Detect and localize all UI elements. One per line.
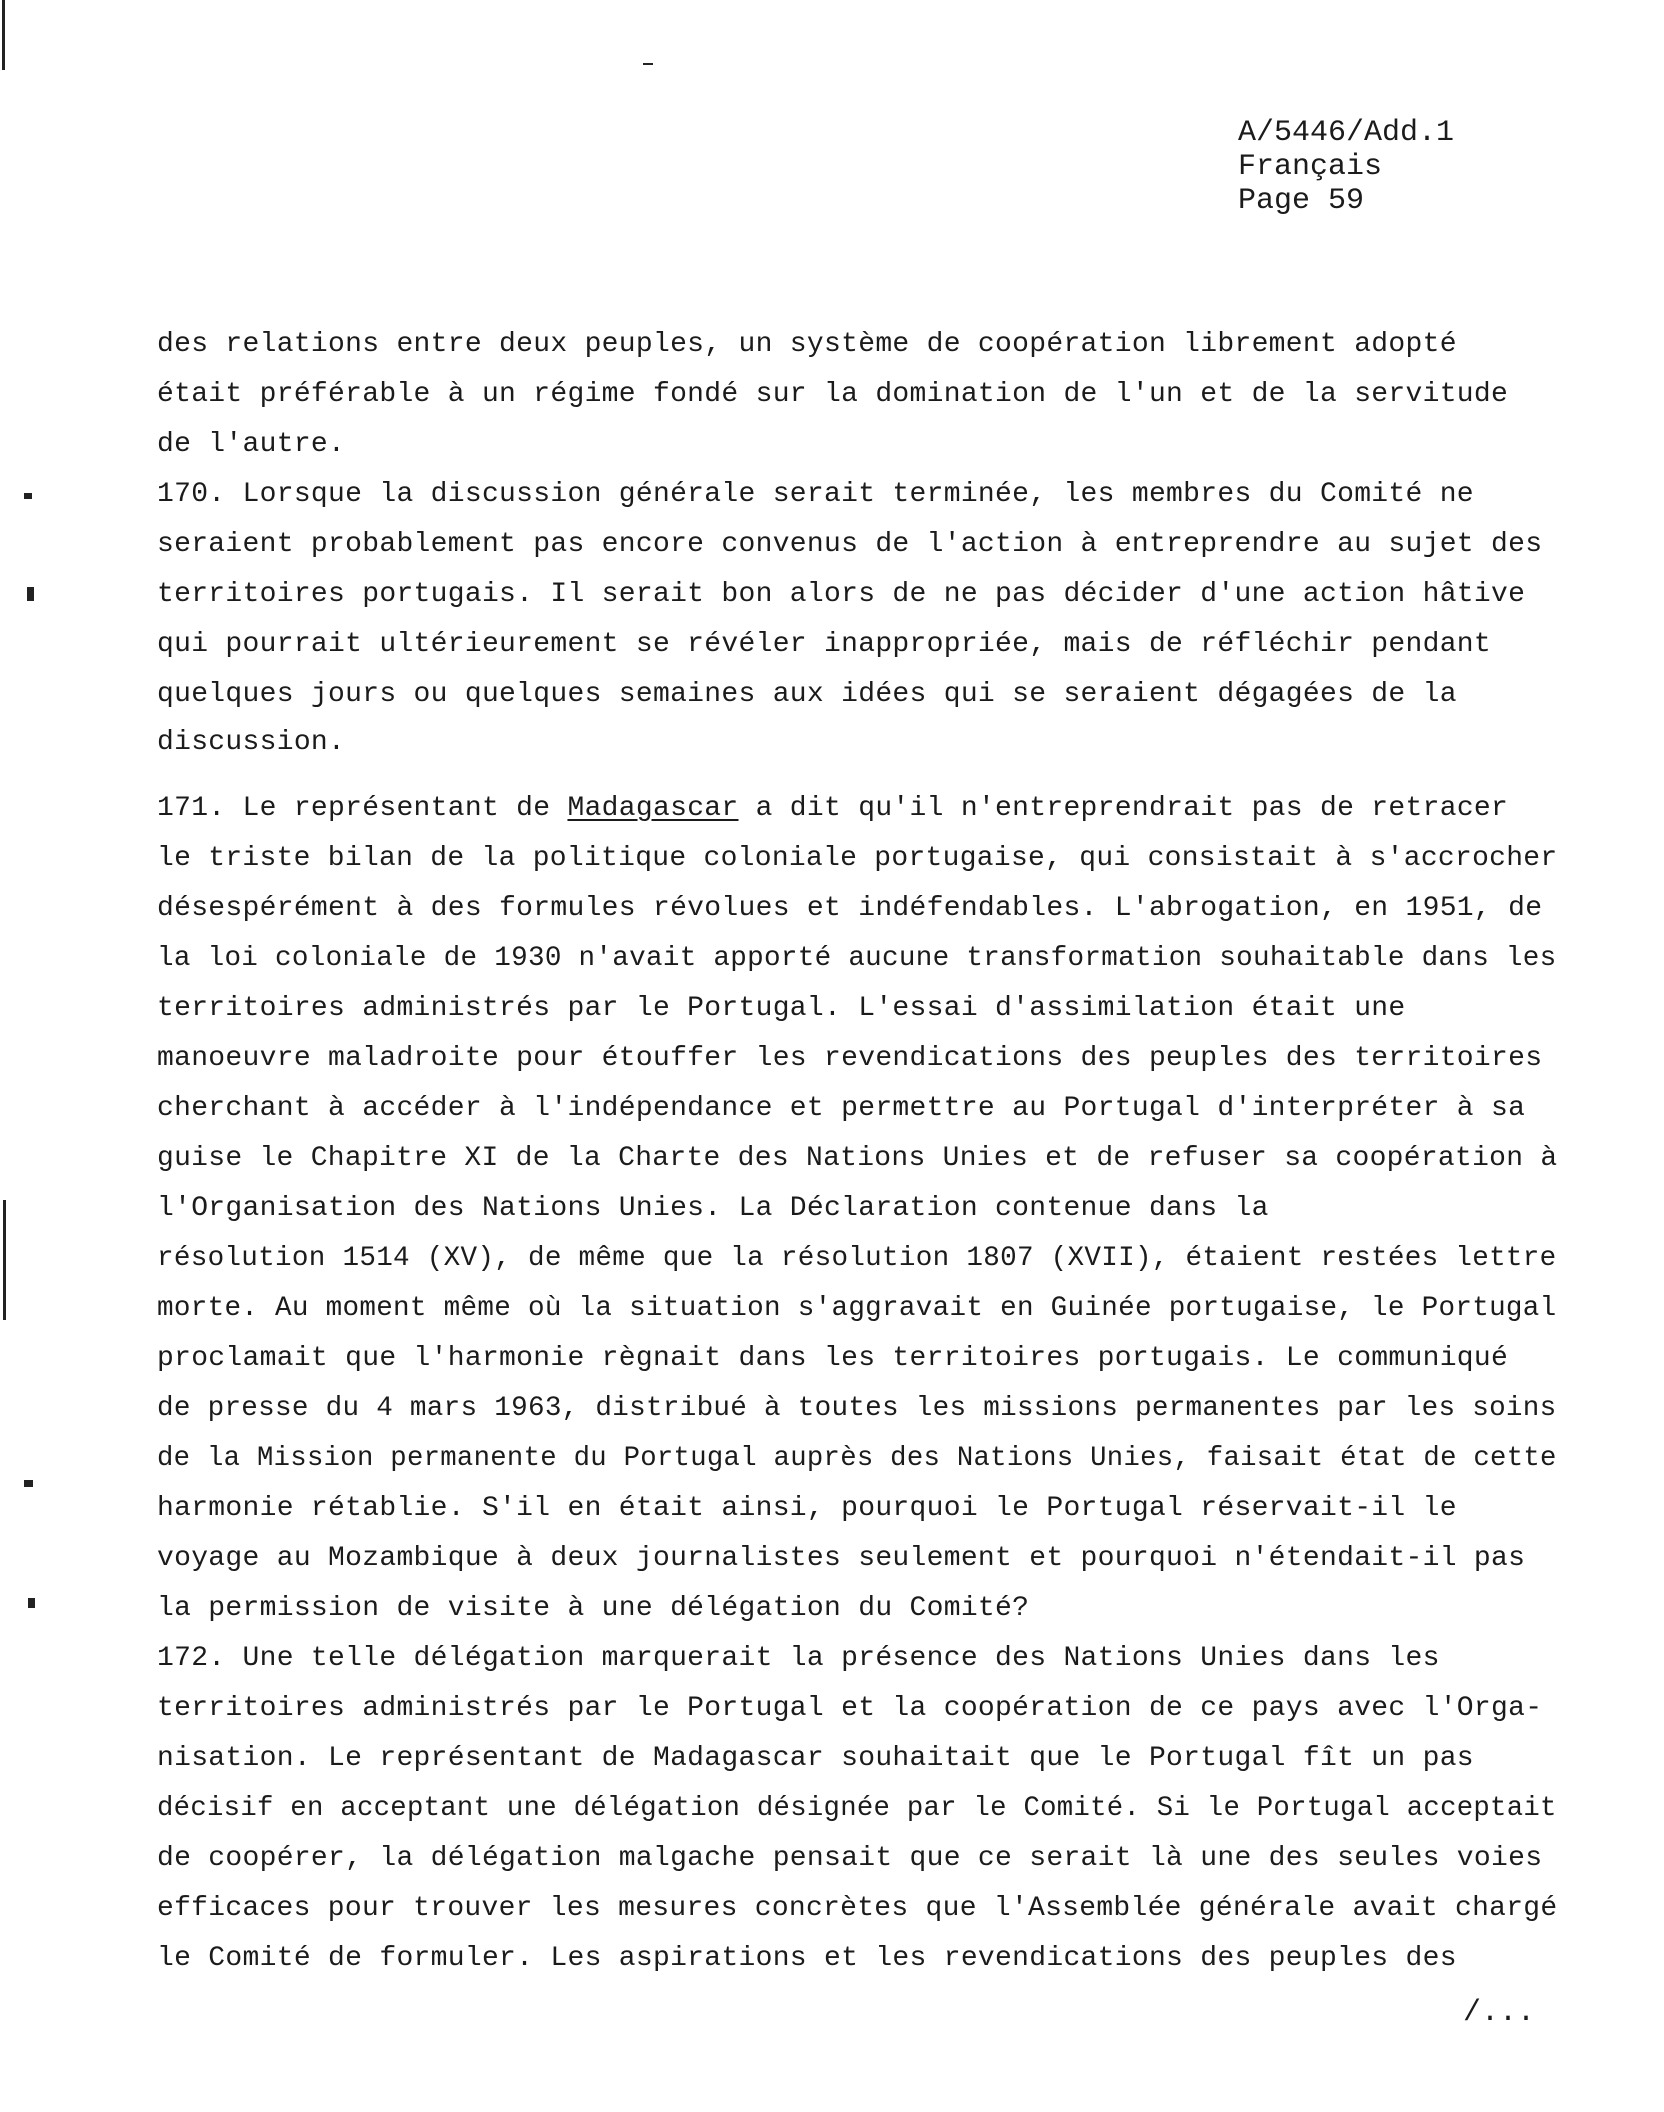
text-line: voyage au Mozambique à deux journalistes seulement et pourquoi n'étendait-il pas [157, 1543, 1526, 1574]
text-line: le Comité de formuler. Les aspirations et les revendications des peuples des [157, 1943, 1457, 1974]
text-line: des relations entre deux peuples, un système de coopération librement adopté [157, 329, 1457, 360]
scan-speck [28, 1598, 35, 1608]
document-header [1238, 116, 1454, 218]
continuation-mark: /... [1463, 1996, 1536, 2030]
text-line: discussion. [157, 727, 346, 758]
document-symbol: A/5446/Add.1 [1238, 116, 1455, 150]
page-number: Page 59 [1238, 184, 1365, 218]
scan-speck [24, 1480, 33, 1487]
scan-speck [24, 493, 32, 499]
text-line: territoires administrés par le Portugal. L'essai d'assimilation était une [157, 993, 1406, 1024]
text-line: la loi coloniale de 1930 n'avait apporté aucune transformation souhaitable dans les [157, 943, 1557, 974]
text-line: quelques jours ou quelques semaines aux idées qui se seraient dégagées de la [157, 679, 1457, 710]
text-line: efficaces pour trouver les mesures concrètes que l'Assemblée générale avait chargé [157, 1893, 1558, 1924]
text-line: de la Mission permanente du Portugal auprès des Nations Unies, faisait état de cette [157, 1443, 1557, 1474]
text-line: le triste bilan de la politique coloniale portugaise, qui consistait à s'accrocher [157, 843, 1558, 874]
text-line: guise le Chapitre XI de la Charte des Nations Unies et de refuser sa coopération à [157, 1143, 1558, 1174]
text-line: l'Organisation des Nations Unies. La Déclaration contenue dans la [157, 1193, 1269, 1224]
text-line: territoires administrés par le Portugal et la coopération de ce pays avec l'Orga- [157, 1693, 1543, 1724]
text-line-madagascar: 171. Le représentant de Madagascar a dit qu'il n'entreprendrait pas de retracer [157, 793, 1509, 824]
text-line: de l'autre. [157, 429, 346, 460]
text-line: 172. Une telle délégation marquerait la présence des Nations Unies dans les [157, 1643, 1440, 1674]
underlined-country-name: Madagascar [567, 793, 739, 824]
scan-speck [643, 63, 653, 65]
text-line: qui pourrait ultérieurement se révéler inappropriée, mais de réfléchir pendant [157, 629, 1492, 660]
text-line: harmonie rétablie. S'il en était ainsi, pourquoi le Portugal réservait-il le [157, 1493, 1457, 1524]
text-line: territoires portugais. Il serait bon alors de ne pas décider d'une action hâtive [157, 579, 1526, 610]
text-line: était préférable à un régime fondé sur la domination de l'un et de la servitude [157, 379, 1509, 410]
text-line: proclamait que l'harmonie règnait dans les territoires portugais. Le communiqué [157, 1343, 1509, 1374]
text-line: décisif en acceptant une délégation désignée par le Comité. Si le Portugal acceptait [157, 1793, 1557, 1824]
scan-edge-mark [3, 1200, 6, 1320]
text-line: cherchant à accéder à l'indépendance et permettre au Portugal d'interpréter à sa [157, 1093, 1526, 1124]
scan-edge-mark [2, 0, 5, 70]
text-line: la permission de visite à une délégation du Comité? [157, 1593, 1030, 1624]
text-line: morte. Au moment même où la situation s'aggravait en Guinée portugaise, le Portugal [157, 1293, 1557, 1324]
text-line: nisation. Le représentant de Madagascar souhaitait que le Portugal fît un pas [157, 1743, 1474, 1774]
text-line: seraient probablement pas encore convenus de l'action à entreprendre au sujet des [157, 529, 1543, 560]
text-line: de presse du 4 mars 1963, distribué à toutes les missions permanentes par les soins [157, 1393, 1557, 1424]
text-line: de coopérer, la délégation malgache pensait que ce serait là une des seules voies [157, 1843, 1543, 1874]
text-line: 170. Lorsque la discussion générale serait terminée, les membres du Comité ne [157, 479, 1474, 510]
document-language: Français [1238, 150, 1383, 184]
text-line: manoeuvre maladroite pour étouffer les revendications des peuples des territoires [157, 1043, 1543, 1074]
text-line: résolution 1514 (XV), de même que la résolution 1807 (XVII), étaient restées lettre [157, 1243, 1557, 1274]
scan-speck [27, 587, 34, 601]
text-line: désespérément à des formules révolues et indéfendables. L'abrogation, en 1951, de [157, 893, 1543, 924]
